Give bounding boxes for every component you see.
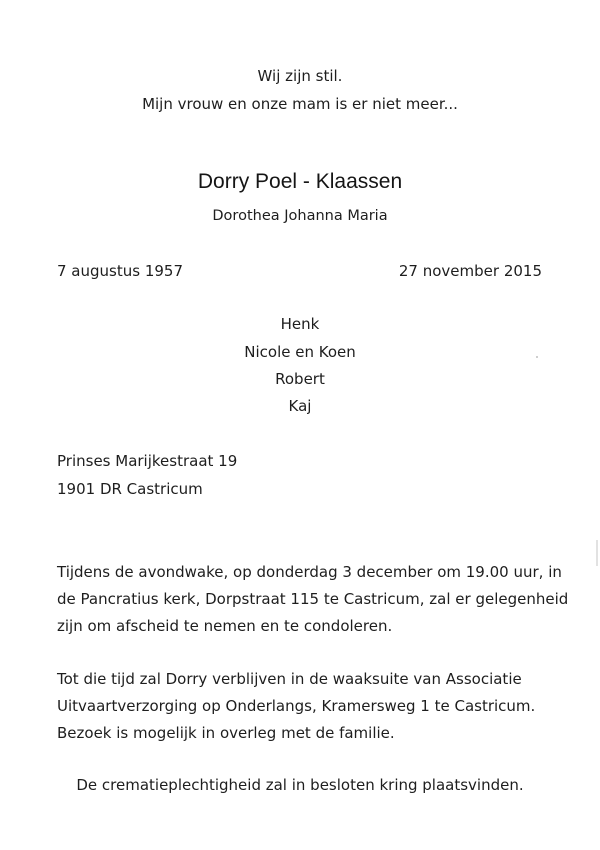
death-date: 27 november 2015 bbox=[398, 262, 542, 280]
stay-paragraph bbox=[57, 666, 557, 747]
wake-line: zijn om afscheid te nemen en te condoleren. bbox=[57, 617, 393, 635]
stay-line: Bezoek is mogelijk in overleg met de familie. bbox=[57, 724, 395, 742]
intro-line-1: Wij zijn stil. bbox=[257, 67, 343, 85]
stay-line: Uitvaartverzorging op Onderlangs, Kramersweg 1 te Castricum. bbox=[57, 697, 536, 715]
family-member: Kaj bbox=[288, 397, 312, 415]
address-city: 1901 DR Castricum bbox=[57, 480, 203, 498]
stay-line: Tot die tijd zal Dorry verblijven in de waaksuite van Associatie bbox=[57, 670, 522, 688]
wake-paragraph bbox=[57, 559, 569, 640]
deceased-full-name: Dorothea Johanna Maria bbox=[212, 208, 388, 224]
family-member: Nicole en Koen bbox=[244, 343, 356, 361]
birth-date: 7 augustus 1957 bbox=[57, 262, 183, 280]
address-street: Prinses Marijkestraat 19 bbox=[57, 452, 238, 470]
wake-line: Tijdens de avondwake, op donderdag 3 december om 19.00 uur, in bbox=[57, 563, 562, 581]
wake-line: de Pancratius kerk, Dorpstraat 115 te Castricum, zal er gelegenheid bbox=[57, 590, 569, 608]
family-member: Robert bbox=[275, 370, 325, 388]
deceased-name: Dorry Poel - Klaassen bbox=[197, 170, 403, 193]
scan-speck bbox=[596, 540, 598, 566]
closing-line: De crematieplechtigheid zal in besloten kring plaatsvinden. bbox=[76, 776, 524, 794]
family-member: Henk bbox=[280, 315, 320, 333]
intro-line-2: Mijn vrouw en onze mam is er niet meer... bbox=[142, 95, 458, 113]
